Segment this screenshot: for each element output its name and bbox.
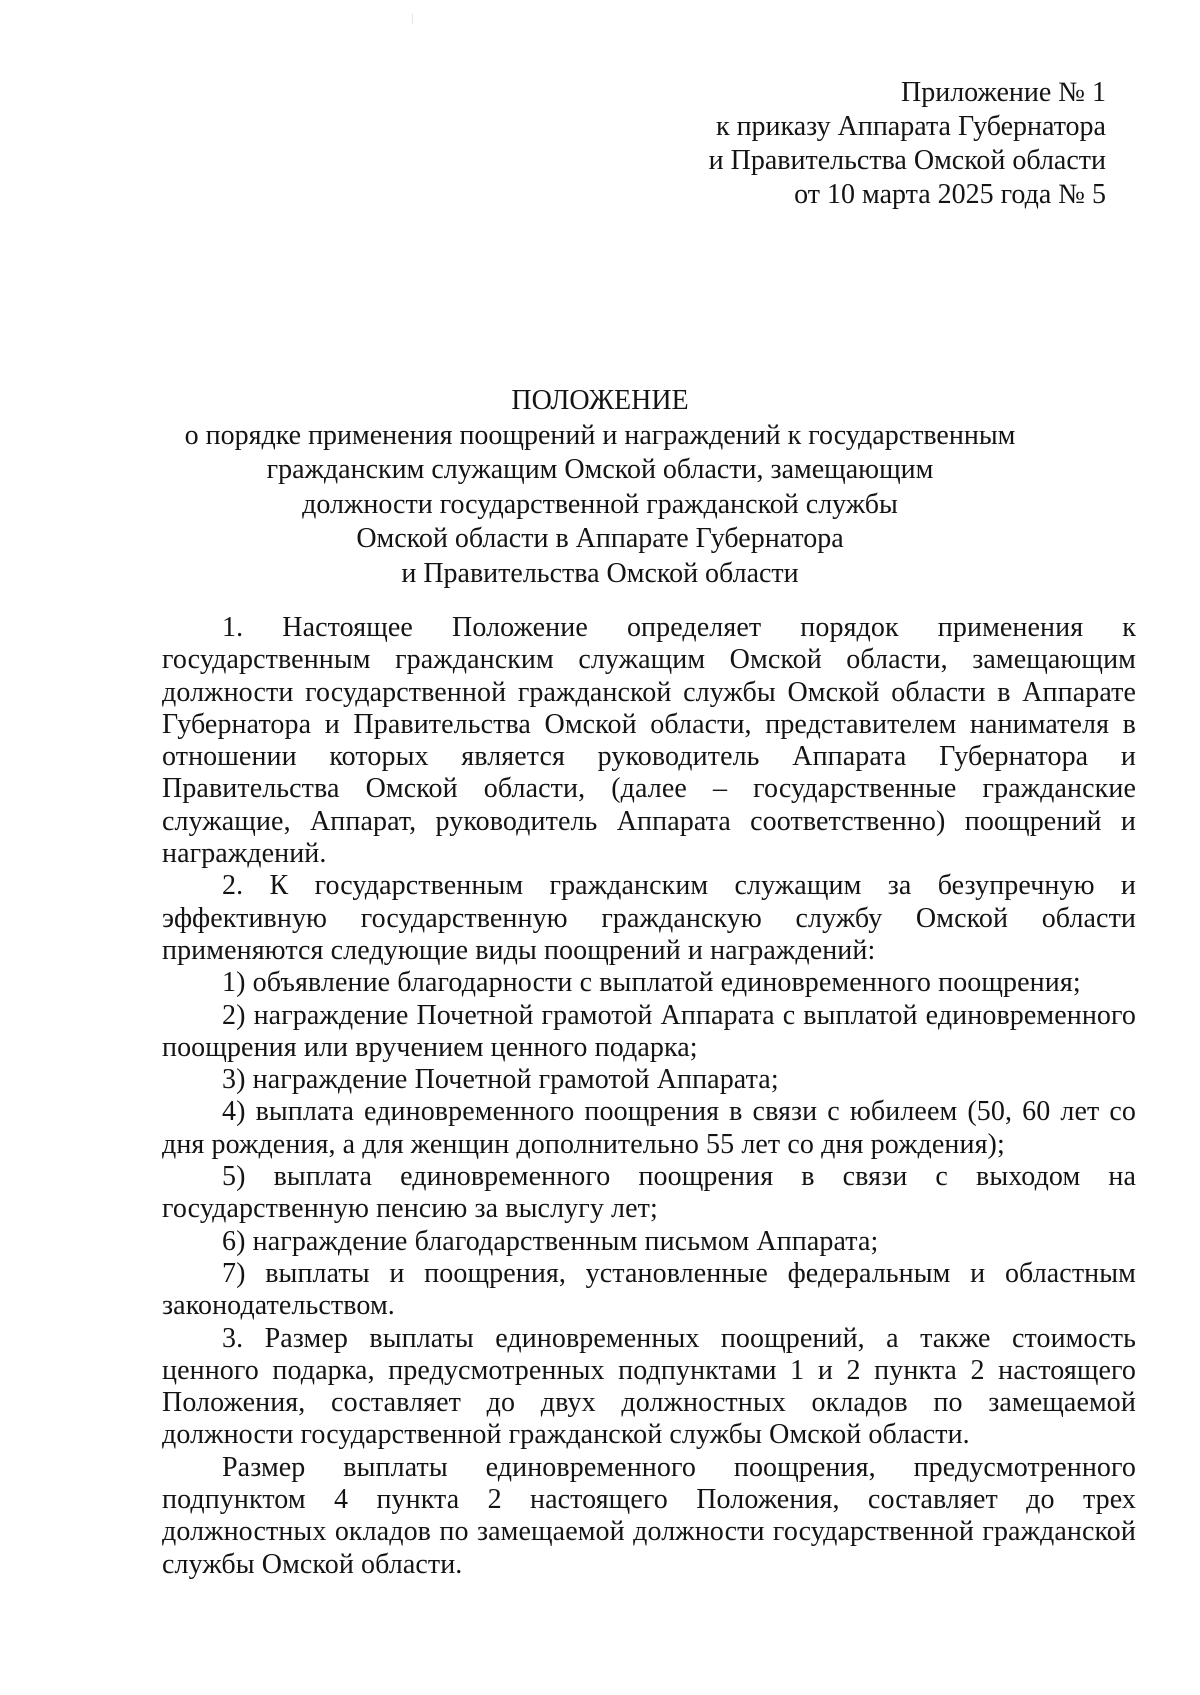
- list-item-5: 5) выплата единовременного поощрения в связи с выходом на государственную пенсию за выслугу лет;: [162, 1161, 1136, 1225]
- list-item-1: 1) объявление благодарности с выплатой единовременного поощрения;: [222, 967, 1081, 999]
- list-item-7: 7) выплаты и поощрения, установленные федеральным и областным законодательством.: [162, 1257, 1136, 1322]
- paragraph-1: 1. Настоящее Положение определяет порядок применения к государственным гражданским служащим Омской области, замещающим должности государственной гражданской службы Омской области в Аппарате Губернатора и Правительства Омской области, представителем нанимателя в отношении которых является руководитель Аппарата Губернатора и Правительства Омской области, (далее – государственные гражданские служащие, Аппарат, руководитель Аппарата соответственно) поощрений и награждений.: [162, 612, 1136, 870]
- title-subtitle-line: должности государственной гражданской службы: [302, 488, 898, 520]
- title-subtitle-line: Омской области в Аппарате Губернатора: [356, 523, 844, 554]
- appendix-number: Приложение № 1: [901, 77, 1106, 108]
- title-subtitle-line: и Правительства Омской области: [401, 557, 799, 589]
- appendix-header: [709, 76, 1106, 212]
- document-body: [162, 612, 1136, 1581]
- appendix-date: от 10 марта 2025 года № 5: [794, 179, 1106, 210]
- appendix-order-ref: к приказу Аппарата Губернатора: [715, 111, 1106, 142]
- title-heading: ПОЛОЖЕНИЕ: [511, 385, 689, 416]
- title-subtitle-line: гражданским служащим Омской области, замещающим: [266, 454, 934, 485]
- paragraph-2: 2. К государственным гражданским служащим за безупречную и эффективную государственную гражданскую службу Омской области применяются следующие виды поощрений и награждений:: [162, 870, 1136, 966]
- title-subtitle-line: о порядке применения поощрений и награждений к государственным: [184, 419, 1016, 451]
- list-item-2: 2) награждение Почетной грамотой Аппарата с выплатой единовременного поощрения или вручением ценного подарка;: [162, 999, 1136, 1063]
- paragraph-3: 3. Размер выплаты единовременных поощрений, а также стоимость ценного подарка, предусмотренных подпунктами 1 и 2 пункта 2 настоящего Положения, составляет до двух должностных окладов по замещаемой должности государственной гражданской службы Омской области.: [162, 1322, 1136, 1451]
- document-title: [140, 384, 1060, 591]
- list-item-3: 3) награждение Почетной грамотой Аппарата;: [222, 1064, 779, 1096]
- scan-artifact: [412, 14, 413, 24]
- paragraph-3-continued: Размер выплаты единовременного поощрения, предусмотренного подпунктом 4 пункта 2 настоящего Положения, составляет до трех должностных окладов по замещаемой должности государственной гражданской службы Омской области.: [162, 1451, 1136, 1580]
- appendix-organization: и Правительства Омской области: [708, 145, 1106, 176]
- list-item-6: 6) награждение благодарственным письмом Аппарата;: [222, 1225, 879, 1257]
- list-item-4: 4) выплата единовременного поощрения в связи с юбилеем (50, 60 лет со дня рождения, а для женщин дополнительно 55 лет со дня рождения);: [162, 1096, 1136, 1160]
